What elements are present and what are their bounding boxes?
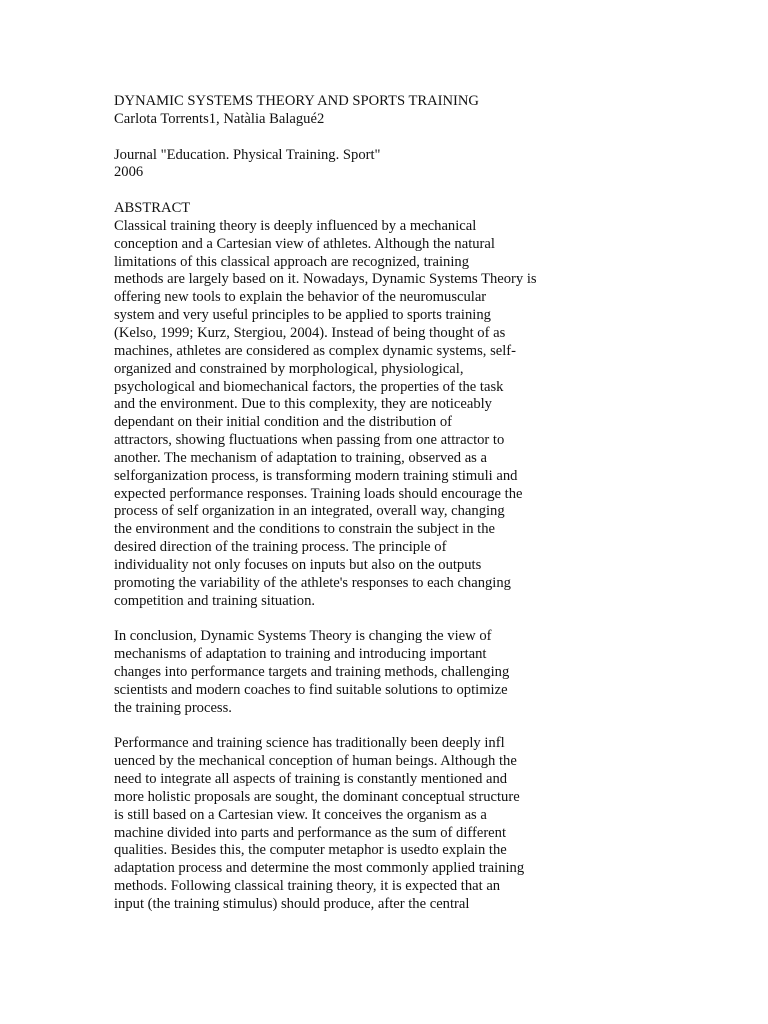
text-line: input (the training stimulus) should produce, after the central bbox=[114, 895, 470, 912]
text-line: attractors, showing fluctuations when passing from one attractor to bbox=[114, 432, 505, 449]
text-line: machines, athletes are considered as complex dynamic systems, self- bbox=[114, 342, 517, 359]
document-title: DYNAMIC SYSTEMS THEORY AND SPORTS TRAINING bbox=[114, 93, 479, 109]
abstract-paragraph bbox=[114, 218, 674, 611]
text-line: Performance and training science has traditionally been deeply infl bbox=[114, 735, 505, 752]
text-line: In conclusion, Dynamic Systems Theory is changing the view of bbox=[114, 628, 492, 645]
text-line: another. The mechanism of adaptation to training, observed as a bbox=[114, 449, 487, 466]
abstract-heading: ABSTRACT bbox=[114, 200, 191, 217]
document-page bbox=[114, 93, 674, 914]
publication-block bbox=[114, 147, 674, 183]
conclusion-paragraph bbox=[114, 628, 674, 717]
text-line: limitations of this classical approach are recognized, training bbox=[114, 253, 469, 270]
text-line: need to integrate all aspects of training is constantly mentioned and bbox=[114, 771, 508, 788]
text-line: adaptation process and determine the most commonly applied training bbox=[114, 860, 525, 877]
text-line: mechanisms of adaptation to training and introducing important bbox=[114, 646, 487, 663]
text-line: system and very useful principles to be applied to sports training bbox=[114, 307, 491, 324]
text-line: methods are largely based on it. Nowadays, Dynamic Systems Theory is bbox=[114, 271, 537, 288]
body-paragraph bbox=[114, 735, 674, 913]
text-line: (Kelso, 1999; Kurz, Stergiou, 2004). Instead of being thought of as bbox=[114, 324, 506, 341]
spacer bbox=[114, 718, 674, 736]
text-line: promoting the variability of the athlete's responses to each changing bbox=[114, 574, 511, 591]
text-line: qualities. Besides this, the computer metaphor is usedto explain the bbox=[114, 842, 507, 859]
text-line: selforganization process, is transforming modern training stimuli and bbox=[114, 467, 518, 484]
publication-year: 2006 bbox=[114, 164, 144, 181]
document-authors: Carlota Torrents1, Natàlia Balagué2 bbox=[114, 110, 325, 127]
text-line: Classical training theory is deeply influenced by a mechanical bbox=[114, 217, 477, 234]
text-line: individuality not only focuses on inputs but also on the outputs bbox=[114, 556, 482, 573]
text-line: organized and constrained by morphological, physiological, bbox=[114, 360, 464, 377]
header-block bbox=[114, 93, 674, 129]
text-line: the environment and the conditions to constrain the subject in the bbox=[114, 521, 495, 538]
text-line: competition and training situation. bbox=[114, 592, 316, 609]
text-line: and the environment. Due to this complexity, they are noticeably bbox=[114, 396, 492, 413]
text-line: desired direction of the training process. The principle of bbox=[114, 539, 447, 556]
spacer bbox=[114, 129, 674, 147]
text-line: scientists and modern coaches to find suitable solutions to optimize bbox=[114, 681, 508, 698]
text-line: conception and a Cartesian view of athletes. Although the natural bbox=[114, 235, 495, 252]
journal-name: Journal "Education. Physical Training. Sport" bbox=[114, 146, 381, 163]
text-line: is still based on a Cartesian view. It conceives the organism as a bbox=[114, 806, 487, 823]
text-line: machine divided into parts and performance as the sum of different bbox=[114, 824, 507, 841]
text-line: more holistic proposals are sought, the dominant conceptual structure bbox=[114, 788, 520, 805]
text-line: offering new tools to explain the behavior of the neuromuscular bbox=[114, 289, 487, 306]
text-line: process of self organization in an integrated, overall way, changing bbox=[114, 503, 505, 520]
spacer bbox=[114, 610, 674, 628]
text-line: dependant on their initial condition and the distribution of bbox=[114, 414, 453, 431]
text-line: methods. Following classical training theory, it is expected that an bbox=[114, 878, 501, 895]
text-line: expected performance responses. Training loads should encourage the bbox=[114, 485, 523, 502]
text-line: psychological and biomechanical factors, the properties of the task bbox=[114, 378, 504, 395]
spacer bbox=[114, 182, 674, 200]
text-line: changes into performance targets and training methods, challenging bbox=[114, 664, 510, 680]
text-line: the training process. bbox=[114, 699, 232, 716]
text-line: uenced by the mechanical conception of human beings. Although the bbox=[114, 753, 517, 770]
